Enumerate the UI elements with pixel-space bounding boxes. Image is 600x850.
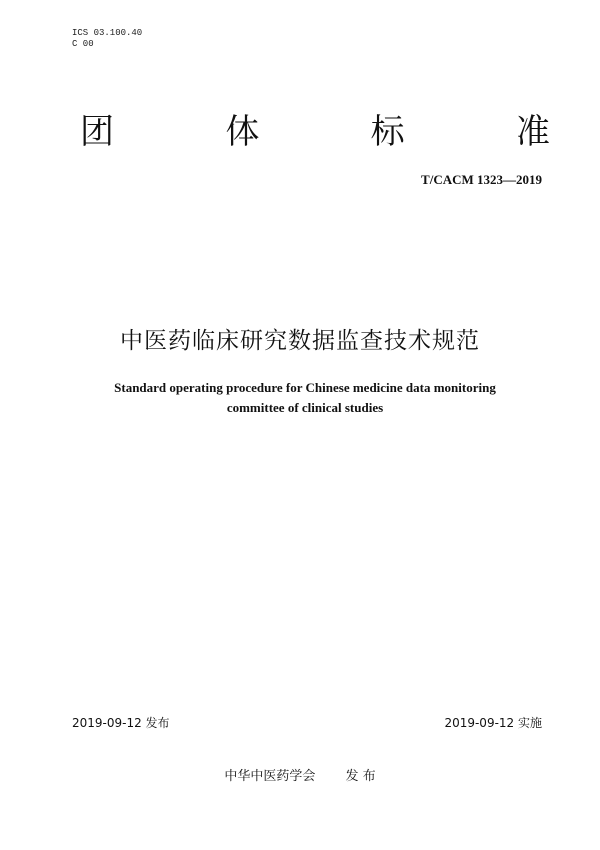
title-english-line: Standard operating procedure for Chinese medicine data monitoring	[114, 380, 496, 395]
document-type-char: 标	[370, 112, 405, 152]
publisher-line	[0, 765, 600, 784]
ics-code: ICS 03.100.40	[72, 28, 143, 38]
publisher-action: 发 布	[345, 769, 376, 784]
classification-codes	[72, 28, 142, 50]
document-type-char: 体	[225, 112, 260, 152]
ccs-code: C 00	[72, 39, 94, 49]
title-english	[60, 378, 550, 418]
issue-date: 2019-09-12 发布	[72, 716, 170, 730]
publisher-name: 中华中医药学会	[224, 769, 316, 784]
document-type-char: 准	[515, 112, 550, 152]
implementation-date: 2019-09-12 实施	[444, 716, 542, 730]
title-english-line: committee of clinical studies	[226, 400, 384, 415]
document-number: T/CACM 1323—2019	[421, 172, 542, 187]
title-chinese: 中医药临床研究数据监查技术规范	[120, 328, 480, 354]
document-type-char: 团	[80, 112, 114, 152]
document-type-heading	[80, 112, 550, 152]
